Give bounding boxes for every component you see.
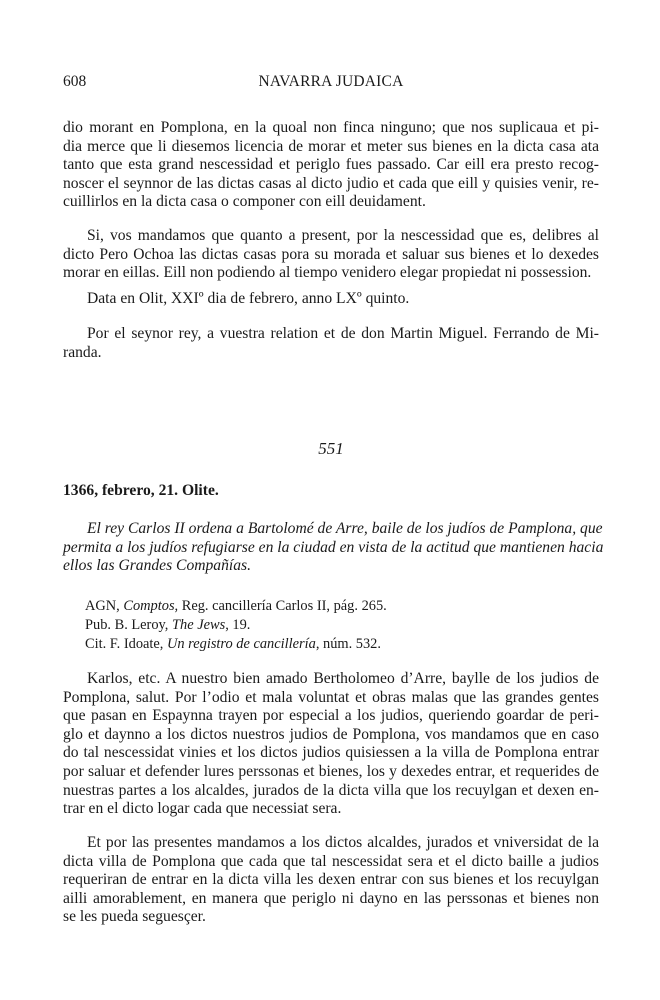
- ref-text: AGN,: [85, 598, 124, 614]
- text-line: Pomplona, salut. Por l’odio et mala voluntat et obras malas que las grandes gentes: [63, 688, 599, 706]
- ref-title: Un registro de cancillería: [167, 636, 316, 652]
- text-line: noscer el seynnor de las dictas casas al dicto judio et cada que eill y quisies venir, re-: [63, 174, 599, 192]
- ref-title: Comptos,: [123, 598, 179, 614]
- ref-text: Cit. F. Idoate,: [85, 636, 167, 652]
- text-line: dicta villa de Pomplona que cada que tal nescessidat sera et el dicto baille a judios: [63, 852, 599, 870]
- text-line: Data en Olit, XXIº dia de febrero, anno LXº quinto.: [87, 290, 410, 307]
- text-line: Por el seynor rey, a vuestra relation et de don Martin Miguel. Ferrando de Mi-: [87, 325, 599, 342]
- running-head: [63, 73, 599, 93]
- text-line: requeriran de entrar en la dicta villa les dexen entrar con sus bienes et los recuylgan: [63, 871, 599, 889]
- text-line: cuillirlos en la dicta casa o componer con eill deuidament.: [63, 193, 426, 211]
- text-line: dio morant en Pomplona, en la quoal non finca ninguno; que nos suplicaua et pi-: [63, 119, 599, 136]
- signature-clause: [63, 325, 599, 362]
- reference-publication: [85, 616, 387, 635]
- text-line: nuestras partes a los alcaldes, jurados de la dicta villa que los recuylgan et dexen en-: [63, 781, 599, 799]
- document-body-paragraph-1: [63, 670, 599, 819]
- continuation-paragraph-1: [63, 119, 599, 212]
- source-references: [85, 597, 387, 654]
- text-line: tanto que esta grand nescessidad et periglo fues passado. Car eill era presto recog-: [63, 156, 599, 174]
- text-line: Karlos, etc. A nuestro bien amado Bertholomeo d’Arre, baylle de los judios de: [87, 670, 599, 687]
- running-title: NAVARRA JUDAICA: [258, 73, 404, 90]
- ref-title: The Jews: [172, 617, 226, 633]
- text-line: Si, vos mandamos que quanto a present, por la nescessidad que es, delibres al: [87, 227, 599, 244]
- ref-text: Pub. B. Leroy,: [85, 617, 173, 633]
- text-line: morar en eillas. Eill non podiendo al tiempo venidero elegar propiedat ni possession.: [63, 264, 592, 282]
- ref-text: , núm. 532.: [315, 636, 381, 652]
- ref-text: Reg. cancillería Carlos II, pág. 265.: [178, 598, 387, 614]
- text-line: ellos las Grandes Compañías.: [63, 557, 252, 575]
- document-date-place: 1366, febrero, 21. Olite.: [63, 482, 219, 499]
- document-body-paragraph-2: [63, 834, 599, 927]
- text-line: El rey Carlos II ordena a Bartolomé de Arre, baile de los judíos de Pamplona, que: [87, 520, 603, 537]
- reference-archive: [85, 597, 387, 616]
- text-line: permita a los judíos refugiarse en la ciudad en vista de la actitud que mantienen hacia: [63, 538, 604, 556]
- text-line: se les pueda seguesçer.: [63, 908, 206, 926]
- ref-text: , 19.: [225, 617, 251, 633]
- text-line: por saluar et defender lures perssonas et bienes, los y dexedes entrar, et requerides de: [63, 762, 599, 780]
- continuation-paragraph-2: [63, 227, 599, 283]
- page-number: 608: [63, 73, 87, 90]
- document-summary: [63, 520, 604, 576]
- text-line: randa.: [63, 343, 102, 361]
- text-line: que pasan en Espaynna trayen por especial a los judios, queriendo goardar de peri-: [63, 707, 599, 725]
- text-line: dicto Pero Ochoa las dictas casas pora su morada et saluar sus bienes et lo dexedes: [63, 245, 599, 263]
- document-number: 551: [318, 439, 344, 458]
- text-line: do tal nescessidat vinies et los dictos judios quisiessen a la villa de Pomplona entrar: [63, 744, 599, 762]
- dating-clause: [63, 290, 599, 309]
- text-line: ailli amorablement, en manera que periglo ni dayno en las perssonas et bienes non: [63, 889, 599, 907]
- text-line: trar en el dicto logar cada que necessiat sera.: [63, 800, 342, 818]
- text-line: Et por las presentes mandamos a los dictos alcaldes, jurados et vniversidat de la: [87, 834, 599, 851]
- text-line: glo et daynno a los dictos nuestros judios de Pomplona, vos mandamos que en caso: [63, 725, 599, 743]
- reference-citation: [85, 635, 387, 654]
- text-line: dia merce que li diesemos licencia de morar et meter sus bienes en la dicta casa ata: [63, 137, 599, 155]
